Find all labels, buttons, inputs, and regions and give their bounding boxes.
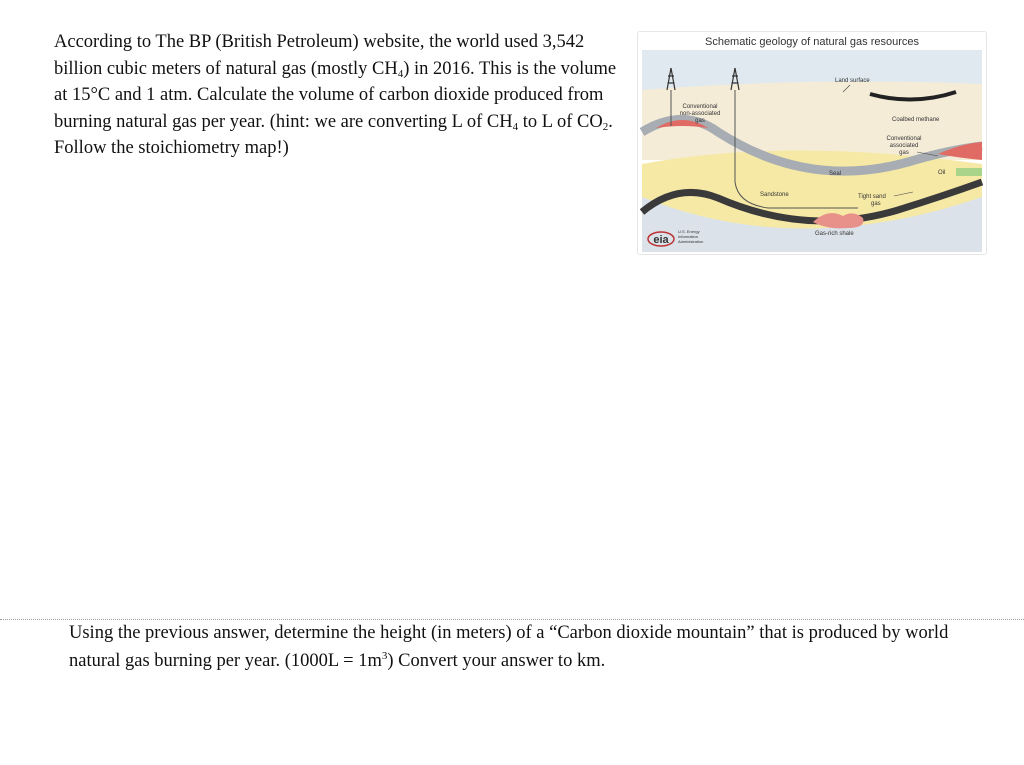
question-1-text: According to The BP (British Petroleum) website, the world used 3,542 billion cubic meters of natural gas (mostly $CH_4$) in 2016. This is the volume at 15°C and 1 atm. Calculate the volume of carbon dioxide produced from burning natural gas per year. (hint: we are converting L of $CH_4$ to L of $CO_2$. Follow the stoichiometry map!): [54, 32, 617, 158]
figure-title: Schematic geology of natural gas resources: [704, 36, 919, 48]
question-2-text: Using the previous answer, determine the height (in meters) of a “Carbon dioxide mountain” that is produced by world natural gas burning per year. $(1000L = 1m^3)$ Convert your answer to km.: [69, 623, 949, 671]
svg-text:Information: Information: [678, 234, 699, 239]
label-tight-sand: Tight sand: [858, 194, 886, 200]
subscript-4: 4: [512, 120, 519, 133]
subscript-2: 2: [602, 120, 609, 133]
geology-figure: [637, 31, 987, 255]
svg-text:gas: gas: [899, 150, 909, 156]
label-gas-rich-shale: Gas-rich shale: [815, 231, 854, 237]
label-land-surface: Land surface: [835, 78, 870, 84]
subscript-4: 4: [397, 67, 404, 80]
geology-diagram: [638, 32, 986, 254]
svg-text:gas: gas: [695, 118, 705, 124]
label-oil: Oil: [938, 170, 946, 176]
oil-pocket: [956, 168, 982, 176]
svg-text:non-associated: non-associated: [679, 111, 721, 117]
svg-text:U.S. Energy: U.S. Energy: [678, 229, 700, 234]
svg-text:gas: gas: [871, 201, 881, 207]
svg-text:Administration: Administration: [678, 239, 704, 244]
superscript-3: 3: [381, 650, 388, 662]
label-sandstone: Sandstone: [760, 192, 789, 198]
svg-text:associated: associated: [889, 143, 919, 149]
label-conventional-associated: Conventional: [886, 136, 922, 142]
label-seal: Seal: [829, 171, 842, 177]
svg-text:eia: eia: [653, 234, 669, 246]
label-coalbed-methane: Coalbed methane: [892, 117, 940, 123]
label-conventional-nonassociated: Conventional: [682, 104, 718, 110]
